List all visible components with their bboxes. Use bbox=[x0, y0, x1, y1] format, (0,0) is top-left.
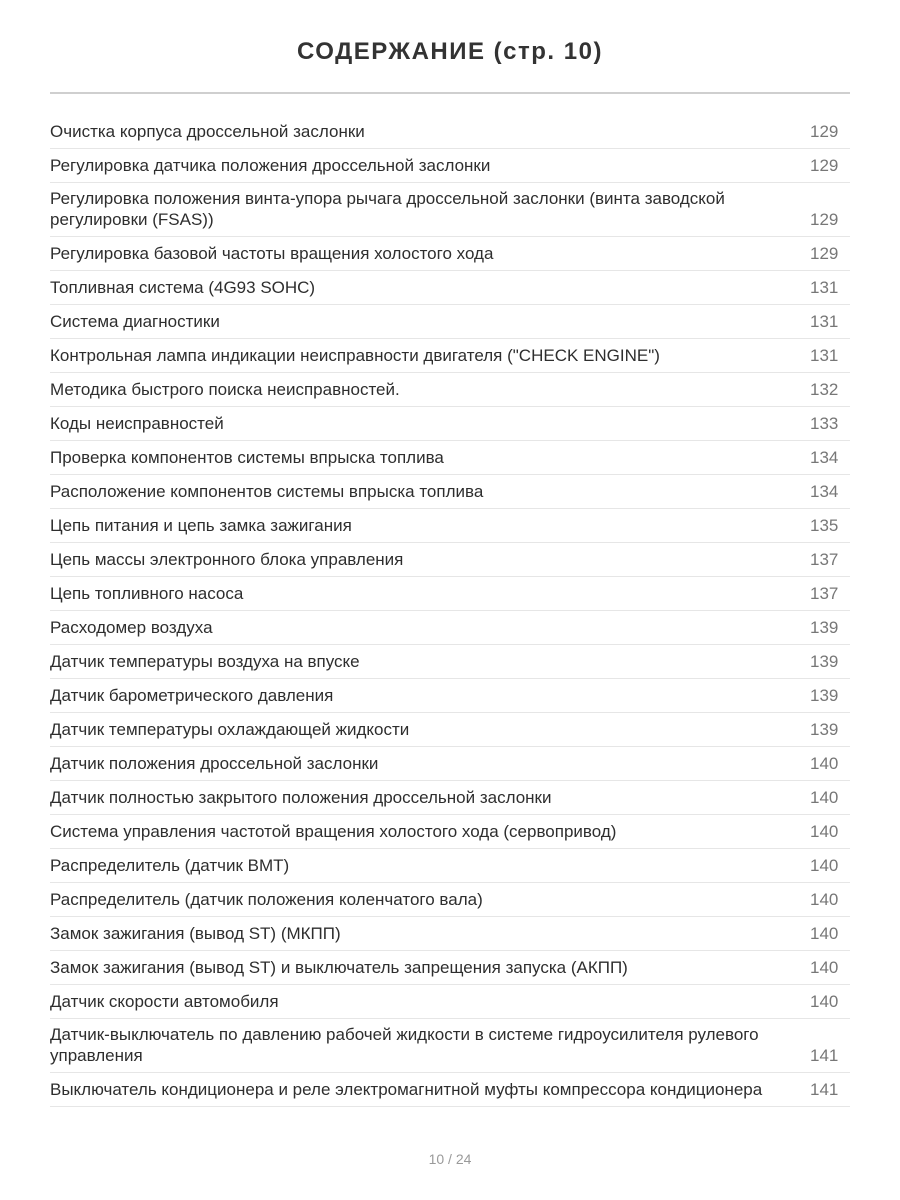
toc-row[interactable] bbox=[50, 747, 850, 781]
toc-row[interactable] bbox=[50, 305, 850, 339]
toc-row[interactable] bbox=[50, 713, 850, 747]
toc-entry-page: 132 bbox=[810, 380, 839, 399]
toc-row[interactable] bbox=[50, 543, 850, 577]
page-indicator: 10 / 24 bbox=[428, 1151, 472, 1167]
toc-row[interactable] bbox=[50, 115, 850, 149]
toc-entry-title: Датчик температуры воздуха на впуске bbox=[50, 652, 360, 671]
toc-entry-title: Выключатель кондиционера и реле электромагнитной муфты компрессора кондиционера bbox=[50, 1080, 763, 1099]
toc-row[interactable] bbox=[50, 917, 850, 951]
toc-entry-title: Регулировка базовой частоты вращения холостого хода bbox=[50, 244, 494, 263]
toc-entry-title: Замок зажигания (вывод ST) (МКПП) bbox=[50, 924, 341, 943]
toc-entry-title: Распределитель (датчик положения коленчатого вала) bbox=[50, 890, 483, 909]
toc-row[interactable] bbox=[50, 577, 850, 611]
toc-entry-title: Регулировка положения винта-упора рычага дроссельной заслонки (винта заводской регулировки (FSAS)) bbox=[50, 189, 725, 229]
toc-entry-title: Очистка корпуса дроссельной заслонки bbox=[50, 122, 365, 141]
toc-entry-page: 140 bbox=[810, 754, 839, 773]
toc-entry-page: 139 bbox=[810, 686, 839, 705]
toc-entry-page: 134 bbox=[810, 448, 839, 467]
toc-entry-title: Цепь питания и цепь замка зажигания bbox=[50, 516, 352, 535]
toc-entry-title: Проверка компонентов системы впрыска топлива bbox=[50, 448, 444, 467]
toc-row[interactable] bbox=[50, 183, 850, 237]
toc-entry-title: Датчик-выключатель по давлению рабочей жидкости в системе гидроусилителя рулевого управления bbox=[50, 1025, 759, 1065]
toc-entry-title: Цепь топливного насоса bbox=[50, 584, 244, 603]
toc-entry-title: Расположение компонентов системы впрыска топлива bbox=[50, 482, 484, 501]
toc-entry-title: Система диагностики bbox=[50, 312, 220, 331]
toc-entry-title: Методика быстрого поиска неисправностей. bbox=[50, 380, 400, 399]
toc-entry-title: Датчик барометрического давления bbox=[50, 686, 334, 705]
toc-entry-page: 133 bbox=[810, 414, 839, 433]
toc-entry-page: 134 bbox=[810, 482, 839, 501]
toc-entry-page: 129 bbox=[810, 156, 839, 175]
toc-row[interactable] bbox=[50, 339, 850, 373]
toc-row[interactable] bbox=[50, 611, 850, 645]
toc-row[interactable] bbox=[50, 679, 850, 713]
toc-entry-page: 131 bbox=[810, 346, 839, 365]
toc-row[interactable] bbox=[50, 985, 850, 1019]
toc-entry-title: Расходомер воздуха bbox=[50, 618, 213, 637]
toc-entry-title: Датчик температуры охлаждающей жидкости bbox=[50, 720, 410, 739]
toc-entry-title: Контрольная лампа индикации неисправности двигателя ("CHECK ENGINE") bbox=[50, 346, 660, 365]
toc-entry-title: Система управления частотой вращения холостого хода (сервопривод) bbox=[50, 822, 617, 841]
toc-entry-title: Замок зажигания (вывод ST) и выключатель запрещения запуска (АКПП) bbox=[50, 958, 628, 977]
toc-entry-page: 137 bbox=[810, 550, 839, 569]
toc-entry-page: 129 bbox=[810, 210, 839, 229]
toc-row[interactable] bbox=[50, 645, 850, 679]
toc-entry-page: 141 bbox=[810, 1046, 839, 1065]
toc-entry-title: Датчик положения дроссельной заслонки bbox=[50, 754, 379, 773]
toc-entry-page: 140 bbox=[810, 958, 839, 977]
toc-entry-page: 140 bbox=[810, 924, 839, 943]
toc-entry-title: Цепь массы электронного блока управления bbox=[50, 550, 404, 569]
toc-entry-page: 129 bbox=[810, 244, 839, 263]
toc-row[interactable] bbox=[50, 271, 850, 305]
toc-entry-page: 140 bbox=[810, 992, 839, 1011]
toc-row[interactable] bbox=[50, 373, 850, 407]
toc-row[interactable] bbox=[50, 951, 850, 985]
toc-entry-page: 131 bbox=[810, 312, 839, 331]
toc-row[interactable] bbox=[50, 883, 850, 917]
toc-entry-title: Датчик скорости автомобиля bbox=[50, 992, 279, 1011]
toc-entry-page: 139 bbox=[810, 720, 839, 739]
toc-entry-page: 137 bbox=[810, 584, 839, 603]
toc-entry-page: 141 bbox=[810, 1080, 839, 1099]
toc-row[interactable] bbox=[50, 781, 850, 815]
toc-row[interactable] bbox=[50, 441, 850, 475]
title-divider bbox=[50, 92, 850, 94]
toc-row[interactable] bbox=[50, 849, 850, 883]
toc-entry-page: 140 bbox=[810, 890, 839, 909]
toc-entry-page: 135 bbox=[810, 516, 839, 535]
toc-row[interactable] bbox=[50, 149, 850, 183]
toc-row[interactable] bbox=[50, 1019, 850, 1073]
toc-row[interactable] bbox=[50, 237, 850, 271]
toc-entry-page: 140 bbox=[810, 822, 839, 841]
toc-entry-title: Распределитель (датчик ВМТ) bbox=[50, 856, 290, 875]
toc-entry-page: 131 bbox=[810, 278, 839, 297]
toc-entry-page: 140 bbox=[810, 788, 839, 807]
toc-row[interactable] bbox=[50, 509, 850, 543]
toc-entry-page: 139 bbox=[810, 618, 839, 637]
toc-entry-page: 129 bbox=[810, 122, 839, 141]
toc-row[interactable] bbox=[50, 1073, 850, 1107]
toc-entry-title: Коды неисправностей bbox=[50, 414, 224, 433]
table-of-contents bbox=[50, 115, 850, 1107]
toc-row[interactable] bbox=[50, 815, 850, 849]
toc-entry-page: 140 bbox=[810, 856, 839, 875]
toc-entry-title: Регулировка датчика положения дроссельной заслонки bbox=[50, 156, 491, 175]
toc-entry-title: Датчик полностью закрытого положения дроссельной заслонки bbox=[50, 788, 552, 807]
toc-row[interactable] bbox=[50, 407, 850, 441]
toc-entry-page: 139 bbox=[810, 652, 839, 671]
toc-entry-title: Топливная система (4G93 SOHC) bbox=[50, 278, 316, 297]
page-title: СОДЕРЖАНИЕ (стр. 10) bbox=[297, 38, 603, 65]
toc-row[interactable] bbox=[50, 475, 850, 509]
